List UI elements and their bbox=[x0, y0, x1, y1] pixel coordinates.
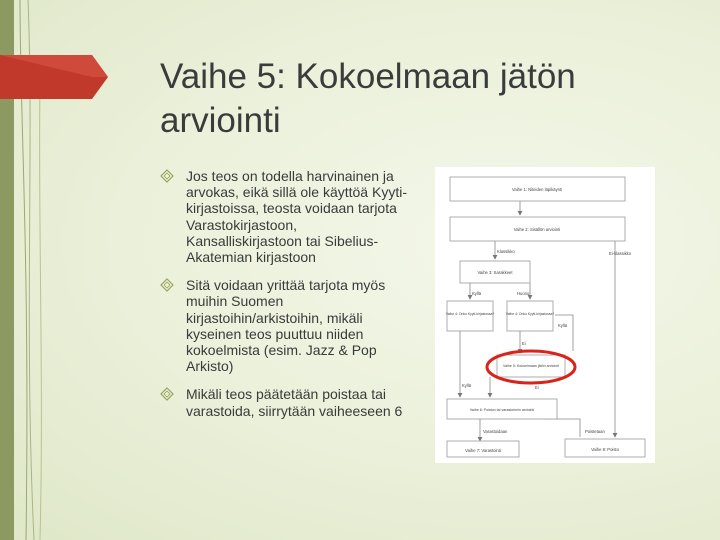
flow-label-kylla-2: Kyllä bbox=[558, 323, 568, 328]
flowchart-image bbox=[435, 167, 655, 463]
bullet-item-1 bbox=[160, 168, 410, 265]
diamond-outline-icon bbox=[160, 169, 174, 183]
flow-box-3-text: Vaihe 3: Sarakkeet bbox=[477, 270, 513, 275]
bullet-text-1: Jos teos on todella harvinainen ja arvokas, eikä sillä ole käyttöä Kyyti-kirjastoissa, teosta voidaan tarjota Varastokirjastoon, Kansalliskirjastoon tai Sibelius-Akatemian kirjastoon bbox=[186, 168, 407, 266]
slide-title: Vaihe 5: Kokoelmaan jätön arviointi bbox=[160, 57, 576, 140]
flow-box-4a bbox=[447, 301, 493, 331]
flow-label-kylla-3: Kyllä bbox=[462, 383, 472, 388]
flow-box-4b-text: Vaihe 4: Onko Kyyti-kirjastossa? bbox=[505, 312, 555, 316]
flow-box-6-text: Vaihe 6: Poiston tai varastoinnin arviointi bbox=[469, 408, 535, 412]
flow-label-huono: Huono bbox=[517, 291, 530, 296]
diamond-outline-icon bbox=[160, 278, 174, 292]
flow-label-klassikko: Klassikko bbox=[497, 249, 515, 254]
bullet-text-2: Sitä voidaan yrittää tarjota myös muihin Suomen kirjastoihin/arkistoihin, mikäli kyseinen teos puuttuu niiden kokoelmista (esim. Jazz & Pop Arkisto) bbox=[186, 277, 386, 375]
flow-box-4b bbox=[507, 301, 553, 331]
flow-label-ei-klassikko: Ei-klassikko bbox=[609, 251, 632, 256]
flow-box-5-text: Vaihe 5: Kokoelmaan jätön arviointi bbox=[502, 364, 560, 368]
bullet-item-2 bbox=[160, 277, 410, 374]
flow-box-2-text: Vaihe 2: Sisällön arviointi bbox=[513, 227, 561, 232]
bullet-text-3: Mikäli teos päätetään poistaa tai varastoida, siirrytään vaiheeseen 6 bbox=[186, 386, 403, 419]
flow-label-varastoidaan: Varastoidaan bbox=[483, 429, 508, 434]
flow-box-7-text: Vaihe 7: Varastointi bbox=[465, 448, 501, 453]
bullet-item-3 bbox=[160, 386, 410, 418]
flow-label-poistetaan: Poistetaan bbox=[585, 429, 605, 434]
diamond-outline-icon bbox=[160, 387, 174, 401]
flow-label-ei: Ei bbox=[522, 341, 526, 346]
title-accent-tab bbox=[0, 55, 108, 99]
flow-box-1-text: Vaihe 1: Niteiden läpikäynti bbox=[511, 187, 563, 192]
flow-label-kylla: Kyllä bbox=[472, 291, 482, 296]
bullet-list bbox=[160, 168, 410, 431]
flow-label-ei-2: Ei bbox=[535, 385, 539, 390]
flowchart bbox=[435, 167, 655, 463]
flow-box-4a-text: Vaihe 4: Onko Kyyti-kirjastossa? bbox=[445, 312, 495, 316]
flow-box-8-text: Vaihe 8: Poisto bbox=[591, 447, 619, 452]
